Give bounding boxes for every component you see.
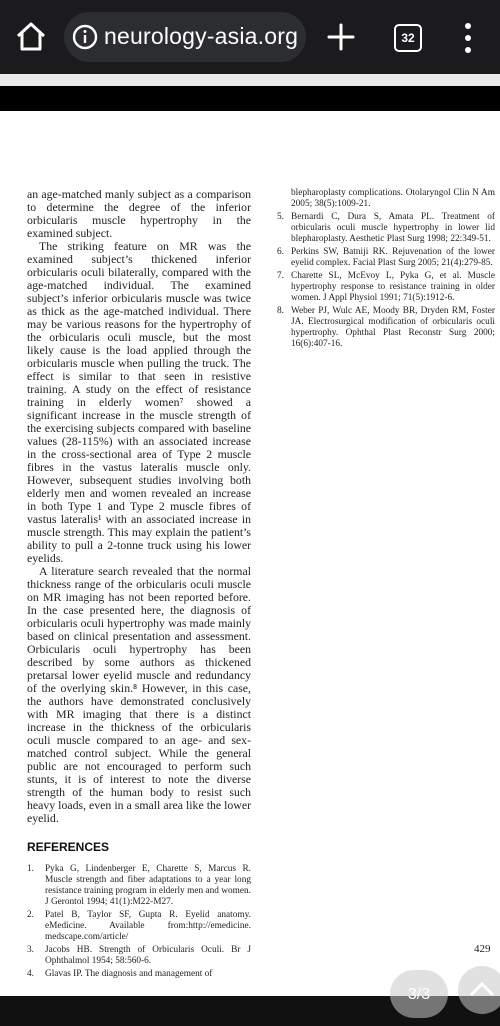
reference-number: 7. [277, 271, 284, 281]
reference-text: Perkins SW, Batniji RK. Rejuvenation of the lower eyelid complex. Facial Plast Surg 2005; 21(4):279-85. [291, 247, 495, 268]
page-gap [0, 74, 500, 86]
article-left-column [27, 188, 251, 982]
url-text[interactable]: neurology-asia.org [104, 23, 299, 49]
reference-text: blepharoplasty complications. Otolaryngol Clin N Am 2005; 38(5):1009-21. [291, 188, 495, 209]
reference-number: 1. [27, 864, 34, 874]
reference-item [277, 188, 495, 210]
reference-item [277, 306, 495, 350]
reference-number: 6. [277, 247, 284, 257]
plus-icon [326, 22, 356, 52]
tab-switcher-button[interactable]: 32 [394, 24, 422, 52]
reference-text: Jacobs HB. Strength of Orbicularis Oculi. Br J Ophthalmol 1954; 58:560-6. [45, 945, 251, 966]
browser-toolbar [0, 0, 500, 74]
document-header-band [0, 86, 500, 111]
chevron-up-icon [458, 966, 500, 1014]
reference-number: 8. [277, 306, 284, 316]
article-right-column [277, 188, 495, 352]
more-menu-button[interactable] [458, 22, 478, 54]
more-icon [465, 23, 471, 29]
reference-text: Bernardi C, Dura S, Amata PL. Treatment of orbicularis oculi muscle hypertrophy in lower lid blepharoplasty. Aesthetic Plast Surg 1998; 22:349-51. [291, 212, 495, 244]
scroll-to-top-button[interactable] [458, 966, 500, 1014]
reference-item [27, 910, 251, 943]
home-button[interactable] [14, 20, 48, 54]
reference-number: 5. [277, 212, 284, 222]
paragraph: an age-matched manly subject as a comparison to determine the degree of the inferior orbicularis muscle hypertrophy in the examined subject. [27, 187, 251, 240]
more-icon-dot [465, 35, 471, 41]
reference-item [27, 969, 251, 980]
new-tab-button[interactable] [326, 22, 356, 52]
address-bar[interactable] [64, 12, 306, 62]
references-heading: REFERENCES [27, 840, 110, 854]
reference-number: 4. [27, 969, 34, 979]
reference-item [27, 864, 251, 908]
reference-text: Glavas IP. The diagnosis and management of [45, 969, 213, 979]
page-number: 429 [474, 943, 491, 955]
more-icon-dot [465, 47, 471, 53]
reference-item [277, 212, 495, 245]
home-icon [14, 20, 48, 54]
paragraph: A literature search revealed that the normal thickness range of the orbicularis oculi muscle on MR imaging has not been reported before. In the case presented here, the diagnosis of orbicularis oculi hypertrophy was made mainly based on clinical presentation and assessment. Orbicularis oculi hypertrophy has been described by some authors as thickened pretarsal lower eyelid muscle and redundancy of the overlying skin.⁸ However, in this case, the authors have demonstrated conclusively with MR imaging that there is a distinct increase in the thickness of the orbicularis oculi muscle compared to an age- and sex-matched control subject. While the general public are not encouraged to perform such stunts, it is of interest to note the diverse strength of the human body to resist such heavy loads, even in a small area like the lower eyelid. [27, 564, 251, 825]
info-icon[interactable] [72, 24, 98, 50]
reference-text: Charette SL, McEvoy L, Pyka G, et al. Muscle hypertrophy response to resistance training in older women. J Appl Physiol 1991; 71(5):1912-6. [291, 271, 495, 303]
reference-item [27, 945, 251, 967]
references-list [27, 864, 251, 980]
reference-item [277, 271, 495, 304]
reference-text: Patel B, Taylor SF, Gupta R. Eyelid anatomy. eMedicine. Available from:http://emedicine. medscape.com/article/ [45, 910, 251, 942]
page-indicator[interactable]: 3/3 [390, 970, 448, 1018]
reference-text: Pyka G, Lindenberger E, Charette S, Marcus R. Muscle strength and fiber adaptations to a year long resistance training program in elderly men and women. J Gerontol 1994; 41(1):M22-M27. [45, 864, 251, 907]
references-list-continued [277, 188, 495, 350]
reference-item [277, 247, 495, 269]
paragraph: The striking feature on MR was the examined subject’s thickened inferior orbicularis oculi bilaterally, compared with the age-matched individual. The examined subject’s inferior orbicularis muscle was twice as thick as the age-matched individual. There may be various reasons for the hypertrophy of the orbicularis oculi muscle, but the most likely cause is the load applied through the orbicularis muscle when pulling the truck. The effect is similar to that seen in resistive training. A study on the effect of resistance training in elderly women⁷ showed a significant increase in the muscle strength of the exercising subjects compared with baseline values (28-115%) with an associated increase in the cross-sectional area of Type 2 muscle fibres in the vastus lateralis muscle only. However, subsequent studies involving both elderly men and women revealed an increase in both Type 1 and Type 2 muscle fibres of vastus lateralis¹ with an associated increase in muscle strength. This may explain the patient’s ability to pull a 2-tonne truck using his lower eyelids. [27, 239, 251, 565]
reference-number: 2. [27, 910, 34, 920]
reference-number: 3. [27, 945, 34, 955]
reference-text: Weber PJ, Wulc AE, Moody BR, Dryden RM, Foster JA. Electrosurgical modification of orbicularis oculi hypertrophy. Ophthal Plast Reconstr Surg 2000; 16(6):407-16. [291, 306, 495, 349]
